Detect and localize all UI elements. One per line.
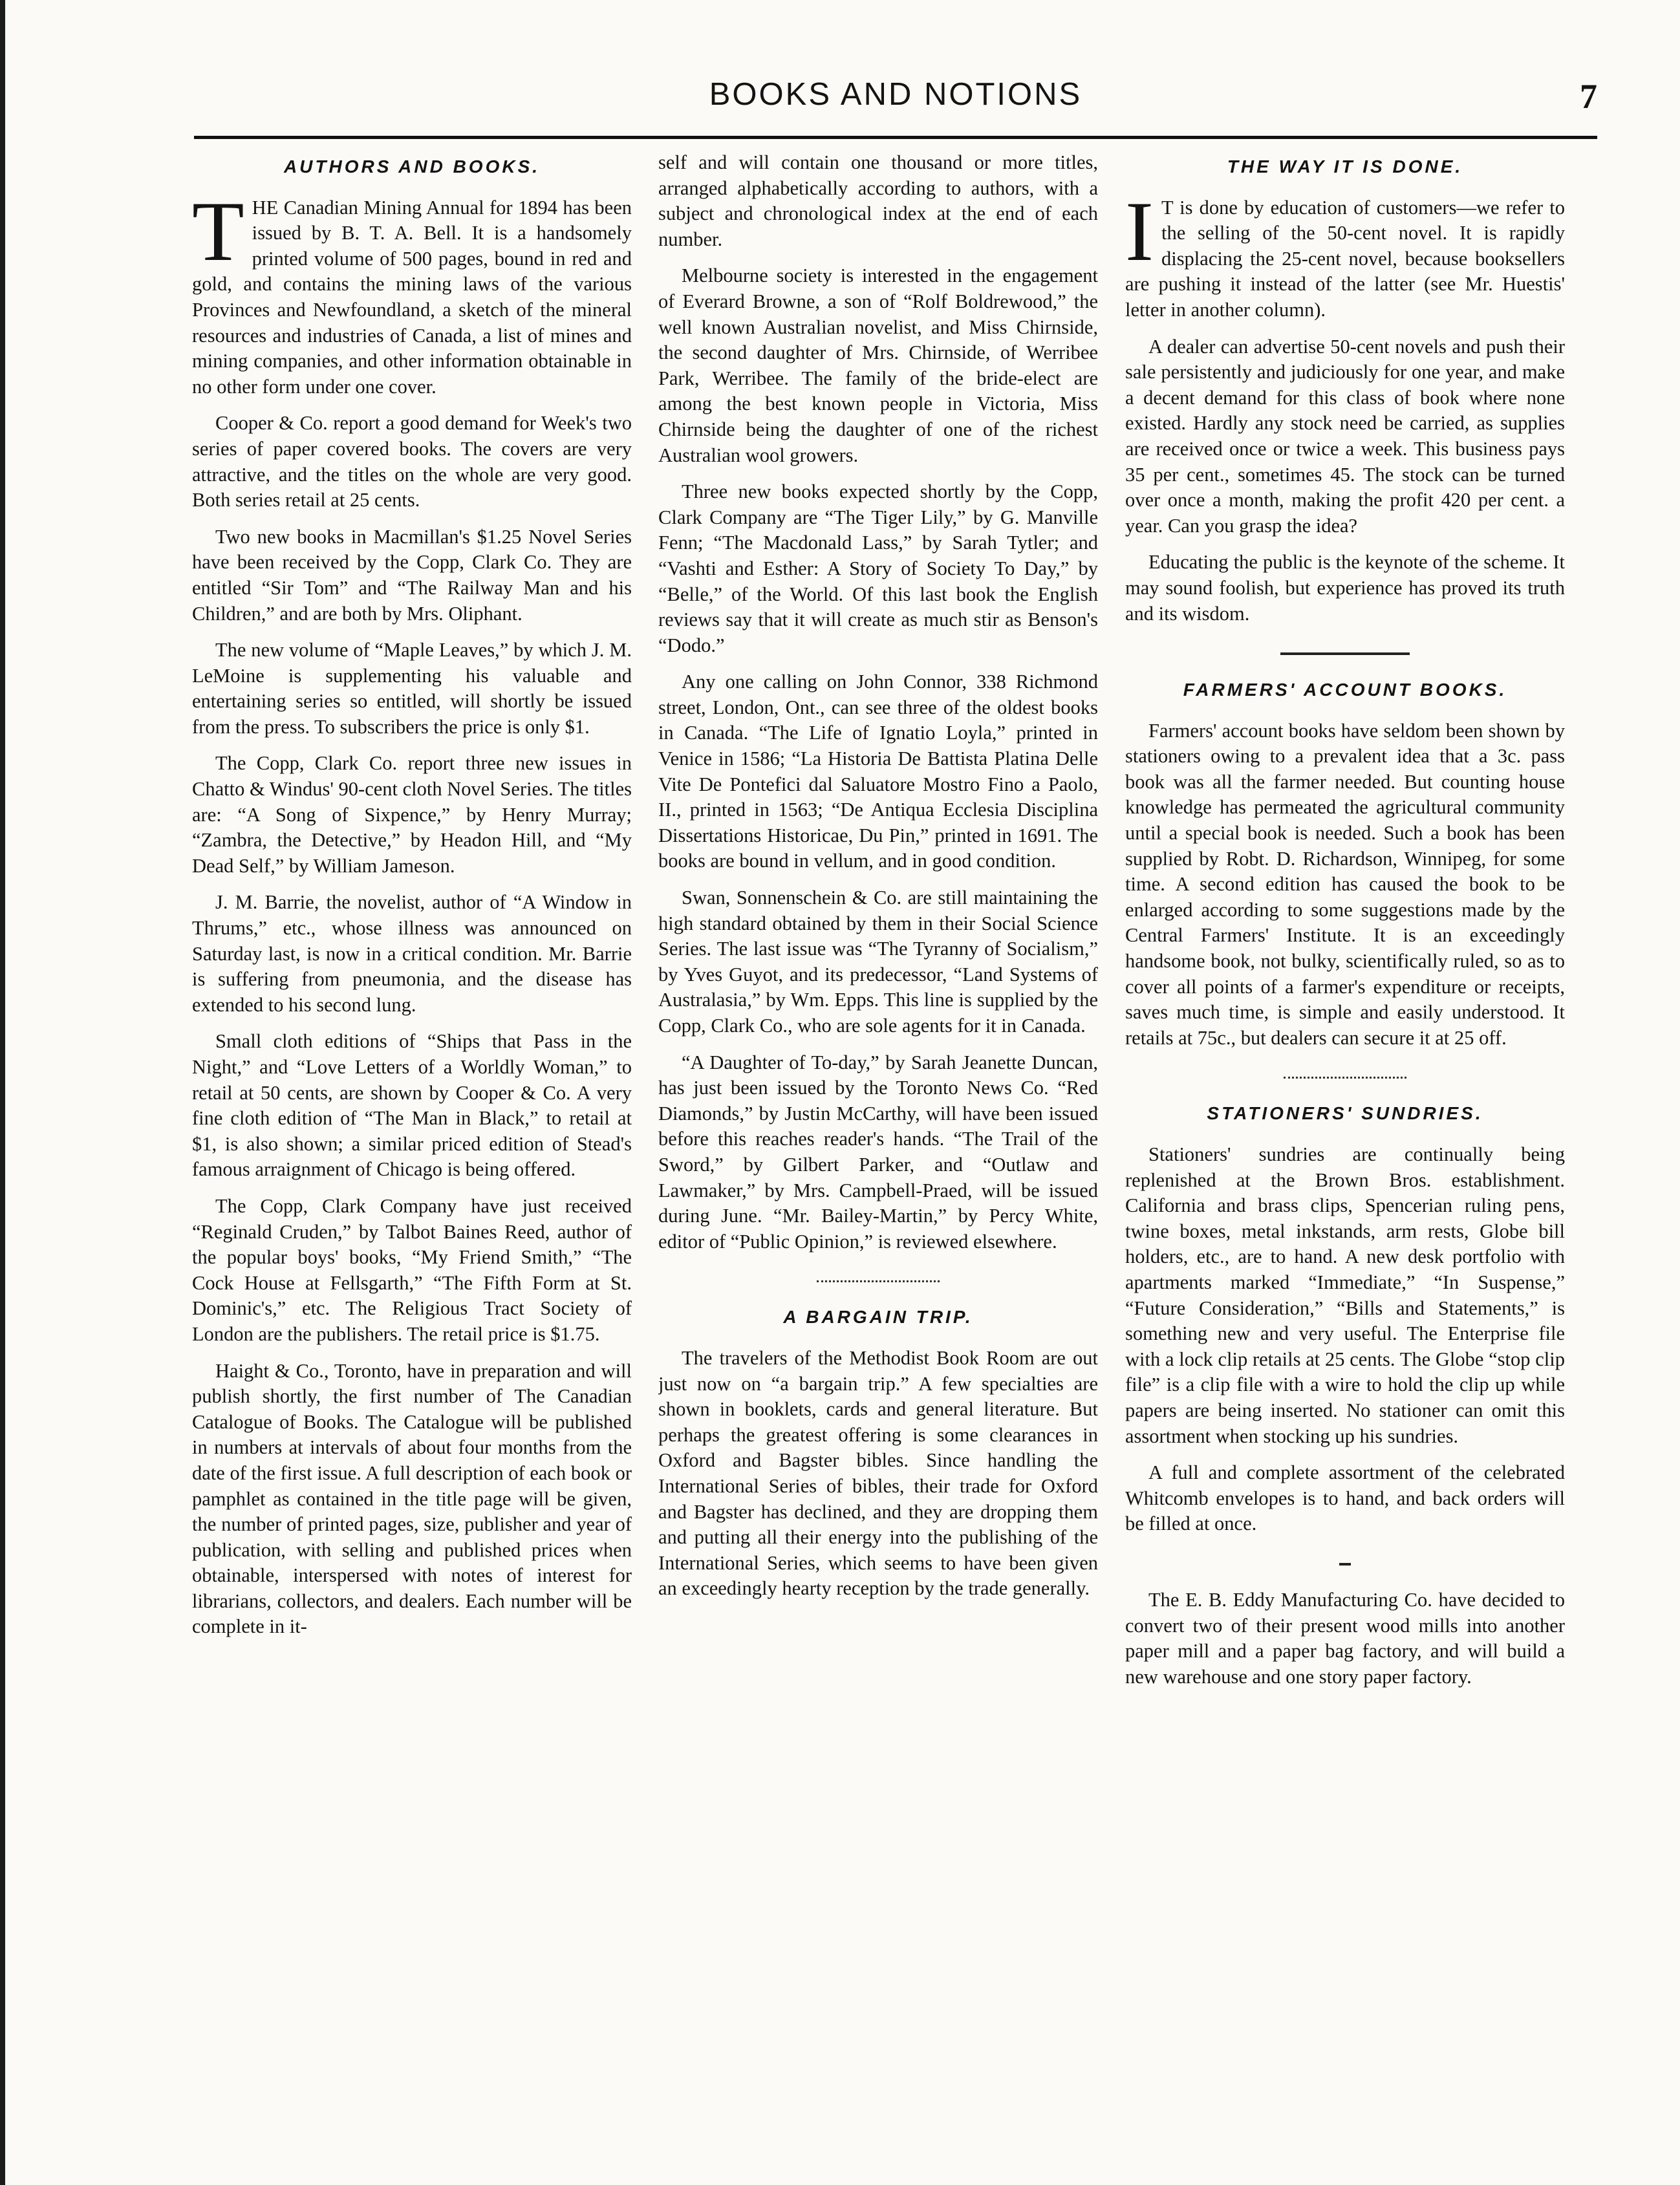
page-header <box>194 76 1597 135</box>
article-paragraph: Two new books in Macmillan's $1.25 Novel Series have been received by the Copp, Clark Co. They are entitled “Sir Tom” and “The Railway Man and his Children,” and are both by Mrs. Oliphant. <box>192 525 632 625</box>
article-paragraph: The travelers of the Methodist Book Room are out just now on “a bargain trip.” A few specialties are shown in booklets, cards and general literature. But perhaps the greatest offering is some clearances in Oxford and Bagster bibles. Since handling the International Series of bibles, their trade for Oxford and Bagster has declined, and they are dropping them and putting all their energy into the publishing of the International Series, which seems to have been given an exceedingly hearty reception by the trade generally. <box>658 1346 1098 1600</box>
article-paragraph: Educating the public is the keynote of the scheme. It may sound foolish, but experience has proved its truth and its wisdom. <box>1125 551 1565 625</box>
article-paragraph: Three new books expected shortly by the Copp, Clark Company are “The Tiger Lily,” by G. Manville Fenn; “The Macdonald Lass,” by Sarah Tytler; and “Vashti and Esther: A Story of Society To Day,” by “Belle,” of the World. Of this last book the English reviews say that it will create as much stir as Benson's “Dodo.” <box>658 480 1098 656</box>
article-paragraph: Stationers' sundries are continually being replenished at the Brown Bros. establishment. California and brass clips, Spencerian ruling pens, twine boxes, metal inkstands, arm rests, Globe bill holders, etc., are to hand. A new desk portfolio with apartments marked “Immediate,” “In Suspense,” “Future Consideration,” “Bills and Statements,” is something new and very useful. The Enterprise file with a lock clip retails at 25 cents. The Globe “stop clip file” is a clip file with a wire to hold the clip up while papers are being inserted. No stationer can omit this assortment when stocking up his sundries. <box>1125 1143 1565 1447</box>
article-paragraph: Haight & Co., Toronto, have in preparation and will publish shortly, the first number of The Canadian Catalogue of Books. The Catalogue will be published in numbers at intervals of about four months from the date of the first issue. A full description of each book or pamphlet as contained in the title page will be given, the number of printed pages, size, publisher and year of publication, with selling and published prices when obtainable, interspersed with notes of interest for librarians, collectors, and dealers. Each number will be complete in it- <box>192 1359 632 1638</box>
section-heading-farmers-account-books: FARMERS' ACCOUNT BOOKS. <box>1183 680 1507 700</box>
section-heading-way-it-is-done: THE WAY IT IS DONE. <box>1227 156 1463 177</box>
page-number: 7 <box>1580 77 1597 116</box>
section-heading-stationers-sundries: STATIONERS' SUNDRIES. <box>1207 1103 1483 1124</box>
section-separator <box>1284 1077 1406 1079</box>
section-heading-bargain-trip: A BARGAIN TRIP. <box>783 1307 973 1328</box>
column-3 <box>1125 150 1565 2148</box>
article-paragraph: J. M. Barrie, the novelist, author of “A Window in Thrums,” etc., whose illness was announced on Saturday last, is now in a critical condition. Mr. Barrie is suffering from pneumonia, and the disease has extended to his second lung. <box>192 891 632 1016</box>
column-1 <box>192 150 632 2148</box>
article-paragraph: The new volume of “Maple Leaves,” by which J. M. LeMoine is supplementing his valuable and entertaining series so entitled, will shortly be issued from the press. To subscribers the price is only $1. <box>192 639 632 738</box>
article-paragraph: Melbourne society is interested in the engagement of Everard Browne, a son of “Rolf Boldrewood,” the well known Australian novelist, and Miss Chirnside, the second daughter of Mrs. Chirnside, of Werribee Park, Werribee. The family of the bride-elect are among the best known people in Victoria, Miss Chirnside being the daughter of one of the richest Australian wool growers. <box>658 264 1098 466</box>
article-paragraph: Farmers' account books have seldom been shown by stationers owing to a prevalent idea that a 3c. pass book was all the farmer needed. But counting house knowledge has permeated the agricultural community until a special book is needed. Such a book has been supplied by Robt. D. Richardson, Winnipeg, for some time. A second edition has caused the book to be enlarged according to some suggestions made by the Central Farmers' Institute. It is an exceedingly handsome book, not bulky, scientifically ruled, so as to cover all points of a farmer's expenditure or receipts, saves much time, is simple and easily understood. It retails at 75c., but dealers can secure it at 25 off. <box>1125 719 1565 1049</box>
article-paragraph: Cooper & Co. report a good demand for Week's two series of paper covered books. The covers are very attractive, and the titles on the whole are very good. Both series retail at 25 cents. <box>192 412 632 511</box>
section-separator <box>817 1280 940 1282</box>
section-separator <box>1339 1563 1351 1566</box>
article-paragraph: Swan, Sonnenschein & Co. are still maintaining the high standard obtained by them in their Social Science Series. The last issue was “The Tyranny of Socialism,” by Yves Guyot, and its predecessor, “Land Systems of Australasia,” by Wm. Epps. This line is supplied by the Copp, Clark Co., who are sole agents for it in Canada. <box>658 887 1098 1037</box>
article-paragraph: “A Daughter of To-day,” by Sarah Jeanette Duncan, has just been issued by the Toronto News Co. “Red Diamonds,” by Justin McCarthy, will have been issued before this reaches reader's hands. “The Trail of the Sword,” by Gilbert Parker, and “Outlaw and Lawmaker,” by Mrs. Campbell-Praed, will be issued during June. “Mr. Bailey-Martin,” by Percy White, editor of “Public Opinion,” is reviewed elsewhere. <box>658 1051 1098 1253</box>
section-separator <box>1280 652 1410 655</box>
drop-cap: T <box>192 183 244 279</box>
article-paragraph: A full and complete assortment of the celebrated Whitcomb envelopes is to hand, and back orders will be filled at once. <box>1125 1461 1565 1535</box>
binding-edge <box>0 0 5 2185</box>
article-paragraph: The E. B. Eddy Manufacturing Co. have decided to convert two of their present wood mills into another paper mill and a paper bag factory, and will build a new warehouse and one story paper factory. <box>1125 1588 1565 1688</box>
article-paragraph: A dealer can advertise 50-cent novels and push their sale persistently and judiciously for one year, and make a decent demand for this class of book where none existed. Hardly any stock need be carried, as supplies are received once or twice a week. This business pays 35 per cent., sometimes 45. The stock can be turned over once a month, making the profit 420 per cent. a year. Can you grasp the idea? <box>1125 335 1565 537</box>
section-heading-authors-and-books: AUTHORS AND BOOKS. <box>283 156 541 177</box>
article-paragraph: THE Canadian Mining Annual for 1894 has been issued by B. T. A. Bell. It is a handsomely printed volume of 500 pages, bound in red and gold, and contains the mining laws of the various Provinces and Newfoundland, a sketch of the mineral resources and industries of Canada, a list of mines and mining companies, and other information obtainable in no other form under one cover. <box>192 183 632 398</box>
article-paragraph: I T is done by education of customers—we refer to the selling of the 50-cent novel. It is rapidly displacing the 25-cent novel, because booksellers are pushing it instead of the latter (see Mr. Huestis' letter in another column). <box>1125 183 1565 321</box>
article-paragraph: self and will contain one thousand or more titles, arranged alphabetically according to authors, with a subject and chronological index at the end of each number. <box>658 151 1098 250</box>
running-title: BOOKS AND NOTIONS <box>709 77 1082 112</box>
column-2 <box>658 150 1098 2148</box>
article-paragraph: The Copp, Clark Company have just received “Reginald Cruden,” by Talbot Baines Reed, author of the popular boys' books, “My Friend Smith,” “The Cock House at Fellsgarth,” “The Fifth Form at St. Dominic's,” etc. The Religious Tract Society of London are the publishers. The retail price is $1.75. <box>192 1194 632 1345</box>
header-rule <box>194 136 1597 139</box>
article-paragraph: Small cloth editions of “Ships that Pass in the Night,” and “Love Letters of a Worldly Woman,” to retail at 50 cents, are shown by Cooper & Co. A very fine cloth edition of “The Man in Black,” to retail at $1, is also shown; a similar priced edition of Stead's famous arraignment of Chicago is being offered. <box>192 1030 632 1181</box>
article-paragraph: Any one calling on John Connor, 338 Richmond street, London, Ont., can see three of the oldest books in Canada. “The Life of Ignatio Loyla,” printed in Venice in 1586; “La Historia De Battista Platina Delle Vite De Pontefici dal Saluatore Mostro Fino a Paolo, II., printed in 1563; “De Antiqua Ecclesia Disciplina Dissertations Historicae, Du Pin,” printed in 1691. The books are bound in vellum, and in good condition. <box>658 671 1098 872</box>
article-paragraph: The Copp, Clark Co. report three new issues in Chatto & Windus' 90-cent cloth Novel Series. The titles are: “A Song of Sixpence,” by Henry Murray; “Zambra, the Detective,” by Headon Hill, and “My Dead Self,” by William Jameson. <box>192 752 632 877</box>
drop-cap: I <box>1125 183 1154 279</box>
